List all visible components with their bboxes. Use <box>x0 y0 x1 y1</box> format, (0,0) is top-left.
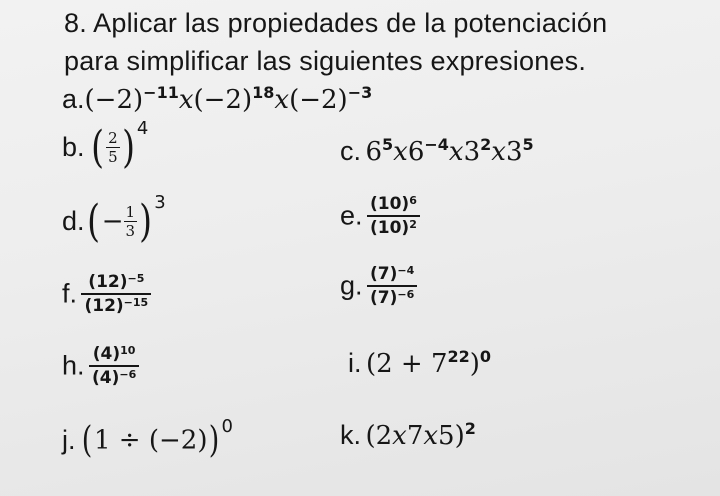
expression-k: k. $(2x7x5)^2$ <box>340 419 476 451</box>
fraction-b: $\frac{2}{5}$ <box>108 129 118 166</box>
exercise-number: 8. <box>64 8 87 38</box>
expression-f <box>62 272 151 316</box>
exercise-heading-line-2: para simplificar las siguientes expresiones. <box>64 46 587 76</box>
item-label-d: d. <box>62 206 85 236</box>
exponent-d: 3 <box>154 192 166 213</box>
exponent-b: 4 <box>136 118 149 139</box>
fraction-f: $\frac{(12)^{-5}}{(12)^{-15}}$ <box>81 272 151 316</box>
item-label-j: j. <box>62 425 76 455</box>
item-label-b: b. <box>62 132 85 162</box>
expression-a: $a.(-2)^{-11}x(-2)^{18}x(-2)^{-3}$ <box>62 83 373 115</box>
fraction-d: $\frac{1}{3}$ <box>125 203 136 240</box>
exercise-instruction-1: Aplicar las propiedades de la potenciación <box>93 8 608 38</box>
item-label-h: h. <box>62 350 85 381</box>
item-label-a: a. <box>62 84 85 114</box>
item-label-c: c. <box>340 136 362 166</box>
expression-i: i. $(2 + 7^{22})^0$ <box>348 347 492 379</box>
item-label-k: k. <box>340 420 362 450</box>
expression-c: c. $6^5x6^{-4}x3^2x3^5$ <box>340 135 534 167</box>
expression-j: j. (1 ÷ (−2))0 <box>62 416 233 461</box>
expression-h <box>62 344 139 388</box>
item-label-i: i. <box>348 348 362 378</box>
expression-e <box>340 194 420 238</box>
item-label-f: f. <box>62 278 78 309</box>
expression-g <box>340 264 417 308</box>
exercise-heading-line-1 <box>64 8 607 39</box>
item-label-g: g. <box>340 270 363 301</box>
expression-d: d.(− $\frac{1}{3}$ ) 3 <box>62 192 166 247</box>
fraction-h: $\frac{(4)^{10}}{(4)^{-6}}$ <box>89 344 139 388</box>
fraction-e: $\frac{(10)^6}{(10)^2}$ <box>367 194 420 238</box>
exponent-j: 0 <box>221 416 233 437</box>
fraction-g: $\frac{(7)^{-4}}{(7)^{-6}}$ <box>367 264 417 308</box>
expression-b: b. ( $\frac{2}{5}$ ) 4 <box>62 118 149 173</box>
item-label-e: e. <box>340 200 363 231</box>
